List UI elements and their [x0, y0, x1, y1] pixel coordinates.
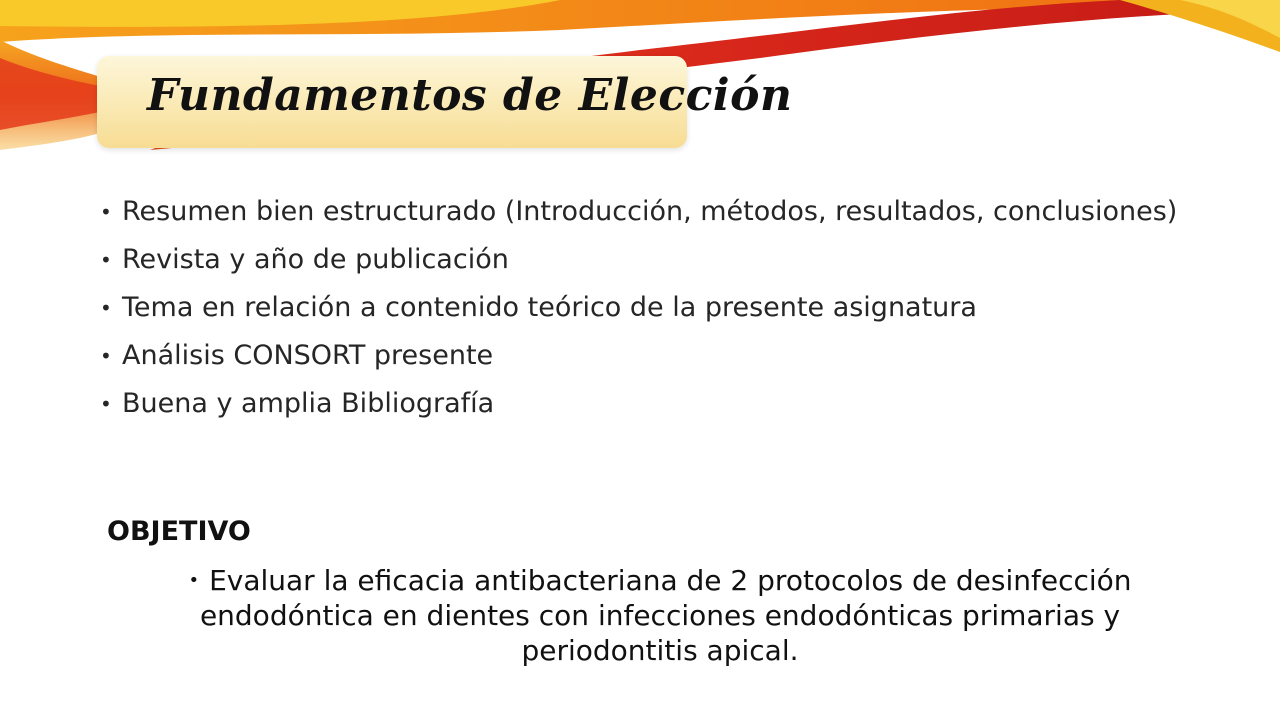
title-banner — [97, 56, 793, 148]
bullet-icon: • — [100, 200, 112, 224]
list-item-text: Resumen bien estructurado (Introducción, métodos, resultados, conclusiones) — [122, 196, 1178, 227]
bullet-icon: • — [188, 570, 200, 591]
list-item — [100, 386, 1210, 422]
bullet-icon: • — [100, 248, 112, 272]
objective-block — [110, 563, 1210, 668]
list-item-text: Tema en relación a contenido teórico de la presente asignatura — [122, 292, 977, 323]
list-item-text: Análisis CONSORT presente — [122, 340, 494, 371]
objective-text: Evaluar la eficacia antibacteriana de 2 protocolos de desinfección endodóntica en dientes con infecciones endodónticas primarias y periodontitis apical. — [199, 564, 1132, 667]
bullet-icon: • — [100, 296, 112, 320]
bullet-icon: • — [100, 344, 112, 368]
list-item — [100, 242, 1210, 278]
list-item-text: Buena y amplia Bibliografía — [122, 388, 495, 419]
slide-title: Fundamentos de Elección — [147, 70, 793, 121]
list-item-text: Revista y año de publicación — [122, 244, 509, 275]
list-item — [100, 338, 1210, 374]
list-item — [100, 194, 1210, 230]
bullet-icon: • — [100, 392, 112, 416]
objective-heading: OBJETIVO — [107, 516, 251, 547]
bullet-list — [100, 194, 1210, 434]
list-item — [100, 290, 1210, 326]
objective-paragraph — [110, 563, 1210, 668]
